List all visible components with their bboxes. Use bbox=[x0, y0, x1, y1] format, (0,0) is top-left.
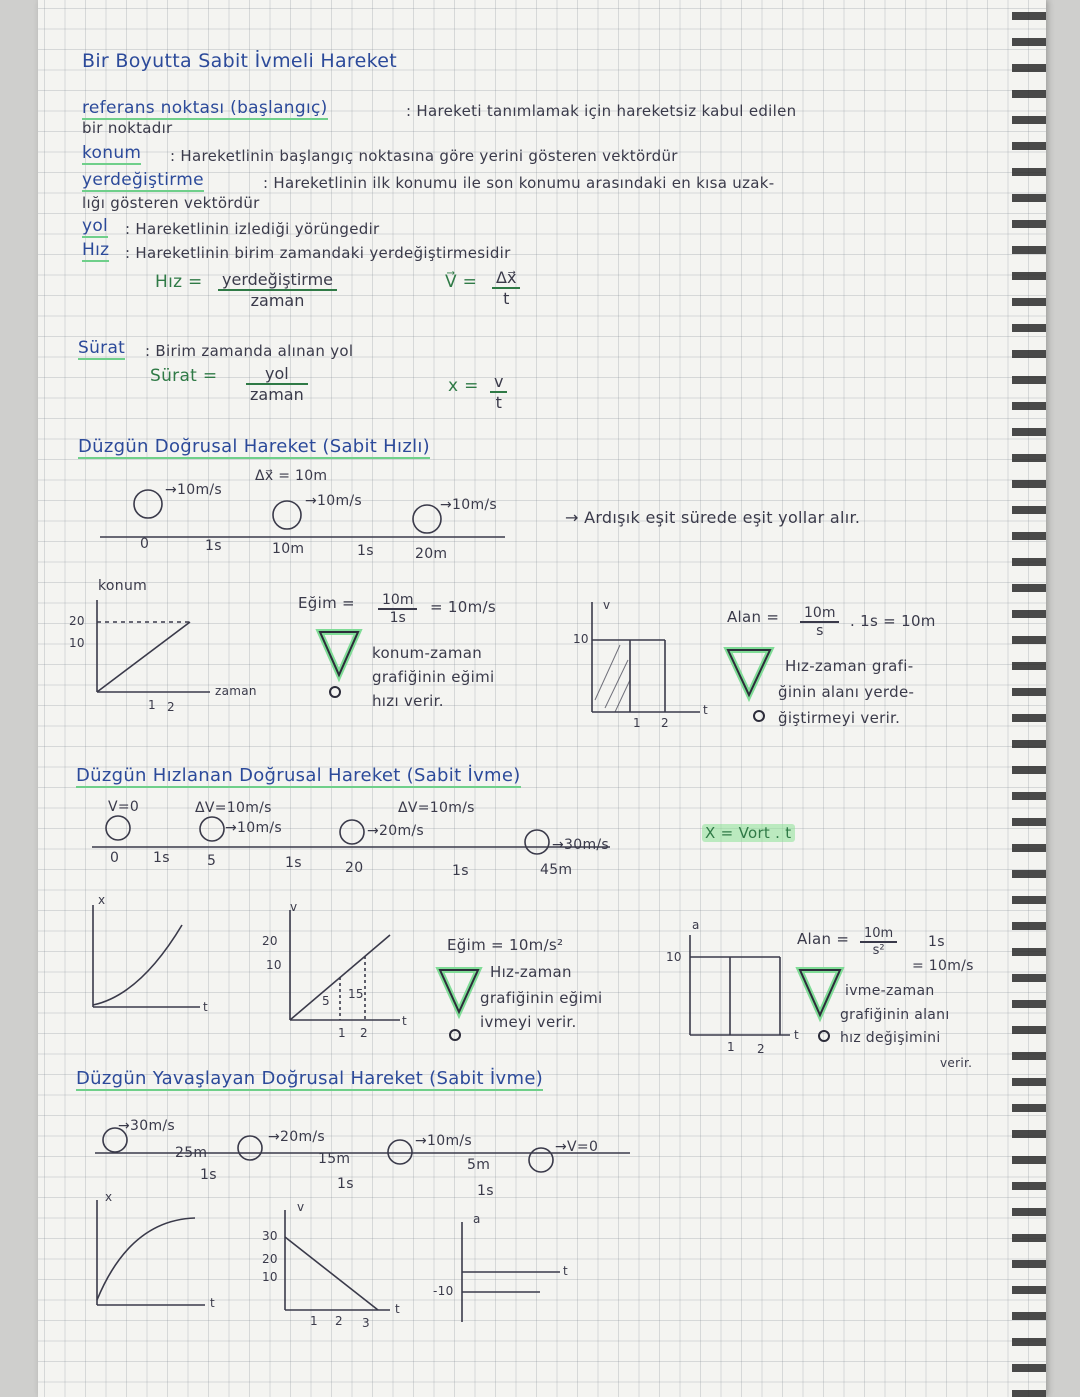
g1-line bbox=[97, 622, 190, 692]
s1-g1-y10: 10 bbox=[69, 636, 85, 650]
surat-formula-xfrac bbox=[490, 372, 507, 412]
s2-slope: Eğim = 10m/s² bbox=[447, 936, 564, 954]
s1-area-label: Alan = bbox=[727, 608, 780, 626]
surat-formula-den: zaman bbox=[250, 385, 304, 404]
s1-note1-line2: grafiğinin eğimi bbox=[372, 668, 495, 686]
s2-g2-a2: 15 bbox=[348, 987, 364, 1001]
s2-g3-x2: 2 bbox=[757, 1042, 765, 1056]
s2-pos-3: 45m bbox=[540, 862, 573, 878]
s1-area-num: 10m bbox=[800, 605, 839, 623]
s1-g2-x1: 1 bbox=[633, 716, 641, 730]
s2-g2-ylabel: v bbox=[290, 900, 298, 914]
konum-text: : Hareketlinin başlangıç noktasına göre yerini gösteren vektördür bbox=[170, 147, 678, 165]
s2-area-result: = 10m/s bbox=[912, 958, 974, 974]
ref-term: referans noktası (başlangıç) bbox=[82, 98, 328, 118]
s3-g1-ylabel: x bbox=[105, 1190, 113, 1204]
yer-text-2: lığı gösteren vektördür bbox=[82, 194, 260, 212]
s1-pos-1: 10m bbox=[272, 541, 305, 557]
s2-note2-line1: ivme-zaman bbox=[845, 983, 935, 999]
s3-speed-2: →20m/s bbox=[268, 1129, 325, 1145]
s3-g2-xlabel: t bbox=[395, 1302, 401, 1316]
s1-slope-result: = 10m/s bbox=[430, 598, 497, 616]
s3-g2-ylabel: v bbox=[297, 1200, 305, 1214]
s2-g3-ylabel: a bbox=[692, 918, 700, 932]
konum-term: konum bbox=[82, 143, 142, 163]
s2-t-1: 1s bbox=[153, 850, 170, 866]
yer-term: yerdeğiştirme bbox=[82, 170, 204, 190]
s3-t-3: 1s bbox=[477, 1183, 494, 1199]
s1-t-1: 1s bbox=[205, 538, 222, 554]
s2-pos-1: 5 bbox=[207, 853, 217, 869]
s3-g2-x2: 2 bbox=[335, 1314, 343, 1328]
s1-g1-ylabel: konum bbox=[98, 578, 148, 594]
hiz-formula-v: V⃗ = bbox=[445, 272, 478, 292]
s1-note1-line1: konum-zaman bbox=[372, 644, 483, 662]
s2-area-frac bbox=[860, 926, 897, 958]
s2-area-den: s² bbox=[872, 943, 885, 958]
s1-g1-y20: 20 bbox=[69, 614, 85, 628]
ball-1c bbox=[413, 505, 441, 533]
s1-pos-2: 20m bbox=[415, 546, 448, 562]
s1-area-result: . 1s = 10m bbox=[850, 612, 936, 630]
surat-text: : Birim zamanda alınan yol bbox=[145, 342, 354, 360]
surat-term: Sürat bbox=[78, 338, 126, 358]
s2-g2-xlabel: t bbox=[402, 1014, 408, 1028]
s3-speed-3: →10m/s bbox=[415, 1133, 472, 1149]
s2-area-mult: 1s bbox=[928, 934, 945, 950]
s3-g3-xlabel: t bbox=[563, 1264, 569, 1278]
section2-title: Düzgün Hızlanan Doğrusal Hareket (Sabit İvme) bbox=[76, 765, 521, 786]
s3-t-2: 1s bbox=[337, 1176, 354, 1192]
s2-note2-line2: grafiğinin alanı bbox=[840, 1007, 950, 1023]
s2-g3-x1: 1 bbox=[727, 1040, 735, 1054]
s1-g2-xlabel: t bbox=[703, 703, 709, 717]
s3-g2-y10: 10 bbox=[262, 1270, 278, 1284]
s2-g2-x2: 2 bbox=[360, 1026, 368, 1040]
ball-1b bbox=[273, 501, 301, 529]
hiz-formula-den: zaman bbox=[250, 291, 305, 310]
s1-g2-ylabel: v bbox=[603, 598, 611, 612]
hiz-formula-vden: t bbox=[503, 289, 510, 308]
s2-pos-0: 0 bbox=[110, 850, 120, 866]
s1-slope-den: 1s bbox=[389, 610, 406, 626]
ball-1a bbox=[134, 490, 162, 518]
s2-area-label: Alan = bbox=[797, 930, 850, 948]
s3-g2-x1: 1 bbox=[310, 1314, 318, 1328]
section1-title: Düzgün Doğrusal Hareket (Sabit Hızlı) bbox=[78, 436, 430, 457]
yol-text: : Hareketlinin izlediği yörüngedir bbox=[125, 220, 380, 238]
s2-formula bbox=[702, 824, 795, 842]
s1-note1-line3: hızı verir. bbox=[372, 692, 444, 710]
s2-g2-y20: 20 bbox=[262, 934, 278, 948]
surat-formula-xnum: v bbox=[490, 372, 507, 393]
s3-d-3: 5m bbox=[467, 1157, 491, 1173]
surat-formula-num: yol bbox=[246, 364, 308, 385]
s1-note2-line1: Hız-zaman grafi- bbox=[785, 657, 914, 675]
surat-formula-frac bbox=[246, 364, 308, 404]
s2-t-3: 1s bbox=[452, 863, 469, 879]
s1-note2-line2: ğinin alanı yerde- bbox=[778, 683, 915, 701]
s1-area-frac bbox=[800, 605, 839, 639]
s3-speed-4: →V=0 bbox=[555, 1139, 599, 1155]
s3-g2-y30: 30 bbox=[262, 1229, 278, 1243]
ref-text: : Hareketi tanımlamak için hareketsiz kabul edilen bbox=[406, 102, 797, 120]
surat-formula-left: Sürat = bbox=[150, 366, 218, 386]
s2-t-2: 1s bbox=[285, 855, 302, 871]
hiz-text: : Hareketlinin birim zamandaki yerdeğiştirmesidir bbox=[125, 244, 511, 262]
page-title: Bir Boyutta Sabit İvmeli Hareket bbox=[82, 50, 397, 72]
hiz-formula-frac bbox=[218, 270, 337, 310]
s1-speed-1: →10m/s bbox=[165, 482, 222, 498]
s1-area-den: s bbox=[816, 623, 824, 639]
s2-v0: V=0 bbox=[108, 799, 140, 815]
s3-t-1: 1s bbox=[200, 1167, 217, 1183]
yol-term: yol bbox=[82, 216, 109, 236]
s2-note2-line3: hız değişimini bbox=[840, 1030, 941, 1046]
s3-g3-ym10: -10 bbox=[433, 1284, 454, 1298]
s1-speed-2: →10m/s bbox=[305, 493, 362, 509]
s2-dv-1: ΔV=10m/s bbox=[195, 800, 272, 816]
s2-area-num: 10m bbox=[860, 926, 897, 943]
s1-speed-3: →10m/s bbox=[440, 497, 497, 513]
s2-g1-xlabel: t bbox=[203, 1000, 209, 1014]
s1-slope-label: Eğim = bbox=[298, 594, 355, 612]
s2-speed-1: →10m/s bbox=[225, 820, 282, 836]
s3-d-2: 15m bbox=[318, 1151, 351, 1167]
ref-text-2: bir noktadır bbox=[82, 119, 173, 137]
s3-g2-x3: 3 bbox=[362, 1316, 370, 1330]
s1-note2-line3: ğiştirmeyi verir. bbox=[778, 709, 901, 727]
hiz-formula-vnum: Δx⃗ bbox=[492, 268, 520, 289]
yer-text: : Hareketlinin ilk konumu ile son konumu arasındaki en kısa uzak- bbox=[263, 174, 775, 192]
s2-speed-2: →20m/s bbox=[367, 823, 424, 839]
surat-formula-xden: t bbox=[495, 393, 502, 412]
s2-note1-line3: ivmeyi verir. bbox=[480, 1013, 577, 1031]
s2-g1-ylabel: x bbox=[98, 893, 106, 907]
s2-formula-text: X = Vort . t bbox=[702, 824, 795, 842]
s1-note: → Ardışık eşit sürede eşit yollar alır. bbox=[565, 508, 861, 527]
section3-title: Düzgün Yavaşlayan Doğrusal Hareket (Sabit İvme) bbox=[76, 1068, 544, 1089]
s2-note2-line4: verir. bbox=[940, 1056, 973, 1070]
s1-g1-x1: 1 bbox=[148, 698, 156, 712]
s1-delta-x: Δx⃗ = 10m bbox=[255, 468, 328, 484]
s3-g3-ylabel: a bbox=[473, 1212, 481, 1226]
s3-g1-xlabel: t bbox=[210, 1296, 216, 1310]
s1-slope-num: 10m bbox=[378, 592, 417, 610]
s2-g3-xlabel: t bbox=[794, 1028, 800, 1042]
s2-speed-3: →30m/s bbox=[552, 837, 609, 853]
s2-note1-line2: grafiğinin eğimi bbox=[480, 989, 603, 1007]
hiz-formula-left: Hız = bbox=[155, 272, 203, 292]
s1-g1-xlabel: zaman bbox=[215, 684, 257, 698]
s3-d-1: 25m bbox=[175, 1145, 208, 1161]
s2-dv-2: ΔV=10m/s bbox=[398, 800, 475, 816]
s3-g2-y20: 20 bbox=[262, 1252, 278, 1266]
s1-t-2: 1s bbox=[357, 543, 374, 559]
s1-g2-x2: 2 bbox=[661, 716, 669, 730]
s2-g3-y10: 10 bbox=[666, 950, 682, 964]
s1-g2-y10: 10 bbox=[573, 632, 589, 646]
hiz-formula-vfrac bbox=[492, 268, 520, 308]
s1-slope-frac bbox=[378, 592, 417, 626]
s2-g2-a1: 5 bbox=[322, 994, 330, 1008]
s2-g2-y10: 10 bbox=[266, 958, 282, 972]
s2-g2-x1: 1 bbox=[338, 1026, 346, 1040]
s2-note1-line1: Hız-zaman bbox=[490, 963, 572, 981]
hiz-formula-num: yerdeğiştirme bbox=[218, 270, 337, 291]
s1-pos-0: 0 bbox=[140, 536, 150, 552]
hiz-term: Hız bbox=[82, 240, 110, 260]
s1-g1-x2: 2 bbox=[167, 700, 175, 714]
s3-speed-1: →30m/s bbox=[118, 1118, 175, 1134]
s2-pos-2: 20 bbox=[345, 860, 364, 876]
surat-formula-x: x = bbox=[448, 376, 479, 396]
